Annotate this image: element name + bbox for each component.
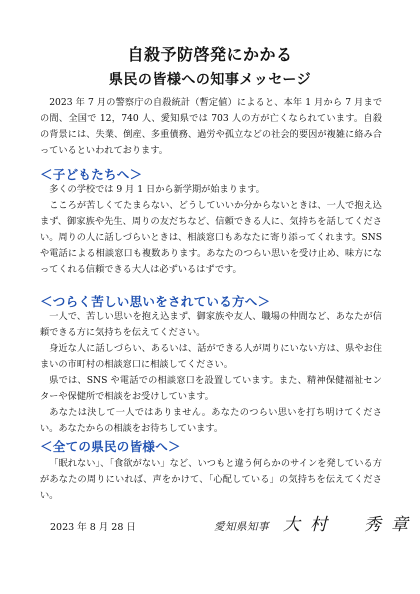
document-title: 自殺予防啓発にかかる	[127, 45, 293, 64]
intro-text: 2023 年 7 月の警察庁の自殺統計（暫定値）によると、本年 1 月から 7 月までの間、全国で 12，740 人、愛知県では 703 人の方が亡くなられています。自殺の背景には、失業、倒産、多重債務、過労や孤立などの社会的要因が複雑に絡み合っているといわれております。	[40, 97, 382, 156]
intro-paragraph	[40, 95, 382, 159]
section-suffering-paragraph: あなたは決して一人ではありません。あなたのつらい思いを打ち明けてください。あなたからの相談をお待ちしています。	[40, 407, 382, 434]
section-all-residents-paragraph: 「眠れない」、「食欲がない」など、いつもと違う何らかのサインを発している方があなたの周りにいれば、声をかけて、「心配している」の気持ちを伝えてください。	[40, 458, 382, 501]
document-date: 2023 年 8 月 28 日	[50, 522, 136, 533]
signer-name: 大村 秀章	[283, 515, 418, 535]
section-heading-children: ＜子どもたちへ＞	[40, 167, 143, 182]
section-suffering-paragraph: 一人で、苦しい思いを抱え込まず、御家族や友人、職場の仲間など、あなたが信頼できる方に気持ちを伝えてください。	[40, 311, 382, 338]
section-heading-all-residents: ＜全ての県民の皆様へ＞	[40, 439, 181, 454]
section-children-paragraph: 多くの学校では 9 月 1 日から新学期が始まります。	[49, 184, 265, 195]
signer-title: 愛知県知事	[214, 521, 269, 533]
section-suffering-paragraph: 県では、SNS や電話での相談窓口を設置しています。また、精神保健福祉センターや保健所で相談をお受けしています。	[40, 375, 382, 402]
signature-block	[214, 510, 418, 535]
section-body-suffering	[40, 309, 382, 437]
section-heading-suffering: ＜つらく苦しい思いをされている方へ＞	[40, 294, 271, 309]
document-subtitle: 県民の皆様への知事メッセージ	[108, 72, 312, 88]
section-children-paragraph: こころが苦しくてたまらない、どうしていいか分からないときは、一人で抱え込まず、御家族や先生、周りの友だちなど、信頼できる人に、気持ちを話してください。周りの人に話しづらいときは、相談窓口もあなたに寄り添ってくれます。SNS や電話による相談窓口も複数あります。あなたのつらい思いを受け止め、味方になってくれる信頼できる大人は必ずいるはずです。	[40, 200, 382, 275]
section-body-all-residents	[40, 456, 382, 504]
section-suffering-paragraph: 身近な人に話しづらい、あるいは、話ができる人が周りにいない方は、県やお住まいの市町村の相談窓口に相談してください。	[40, 343, 382, 370]
section-body-children	[40, 182, 382, 278]
